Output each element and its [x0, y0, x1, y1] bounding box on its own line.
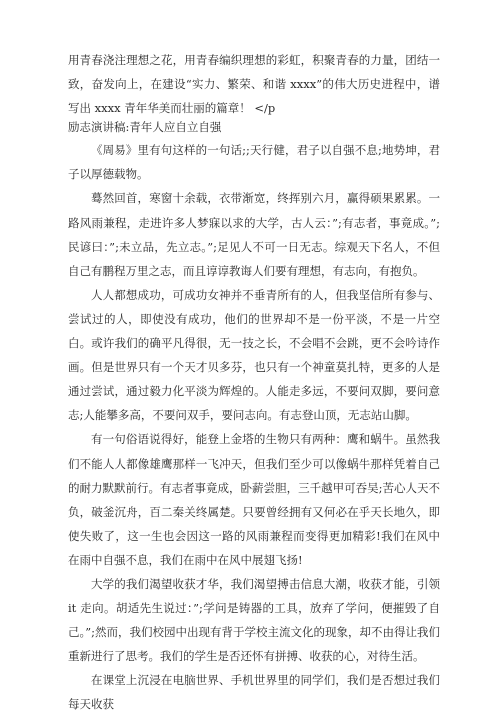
paragraph-intro: 用青春浇注理想之花，用青春编织理想的彩虹，积聚青春的力量，团结一致，奋发向上，在建设“实力、繁荣、和谐 xxxx”的伟大历史进程中，谱写出 xxxx 青年华美而壮丽的篇章！ </p [68, 53, 440, 116]
paragraph-eagle-snail: 有一句俗语说得好，能登上金塔的生物只有两种：鹰和蜗牛。虽然我们不能人人都像雄鹰那样一飞冲天，但我们至少可以像蜗牛那样凭着自己的耐力默默前行。有志者事竟成，卧薪尝胆，三千越甲可吞吴;苦心人天不负，破釜沉舟，百二秦关终属楚。只要曾经拥有又何必在乎天长地久，即使失败了，这一生也会因这一路的风雨兼程而变得更加精彩!我们在风中在雨中自强不息，我们在雨中在风中展翅飞扬! [68, 432, 440, 567]
speech-title: 励志演讲稿:青年人应自立自强 [68, 120, 222, 135]
document-page [68, 48, 440, 717]
paragraph-ambition: 蓦然回首，寒窗十余载，衣带渐宽，终挥别六月，赢得硕果累累。一路风雨兼程，走进许多人梦寐以求的大学，古人云：”;有志者，事竟成。”;民谚曰：”;未立品，先立志。”;足见人不可一日无志。综观天下名人，不但自己有鹏程万里之志，而且谆谆教诲人们要有理想，有志向，有抱负。 [68, 191, 440, 278]
paragraph-zhouyi: 《周易》里有句这样的一句话;;天行健，君子以自强不息;地势坤，君子以厚德载物。 [68, 143, 440, 182]
paragraph-university: 大学的我们渴望收获才华，我们渴望搏击信息大潮，收获才能，引领 it 走向。胡适先生说过：”;学问是铸器的工具，放弃了学问，便摧毁了自己。”;然而，我们校园中出现有背于学校主流文化的现象，却不由得让我们重新进行了思考。我们的学生是否还怀有拼搏、收获的心，对待生活。 [68, 576, 440, 664]
paragraph-success: 人人都想成功，可成功女神并不垂青所有的人，但我坚信所有参与、尝试过的人，即使没有成功，他们的世界却不是一份平淡，不是一片空白。或许我们的确平凡得很，无一技之长，不会唱不会跳，更不会吟诗作画。但是世界只有一个天才贝多芬，也只有一个神童莫扎特，更多的人是通过尝试，通过毅力化平淡为辉煌的。人能走多远，不要问双脚，要问意志;人能攀多高，不要问双手，要问志向。有志登山顶，无志站山脚。 [68, 287, 440, 423]
paragraph-classroom: 在课堂上沉浸在电脑世界、手机世界里的同学们，我们是否想过我们每天收获 [68, 673, 440, 712]
